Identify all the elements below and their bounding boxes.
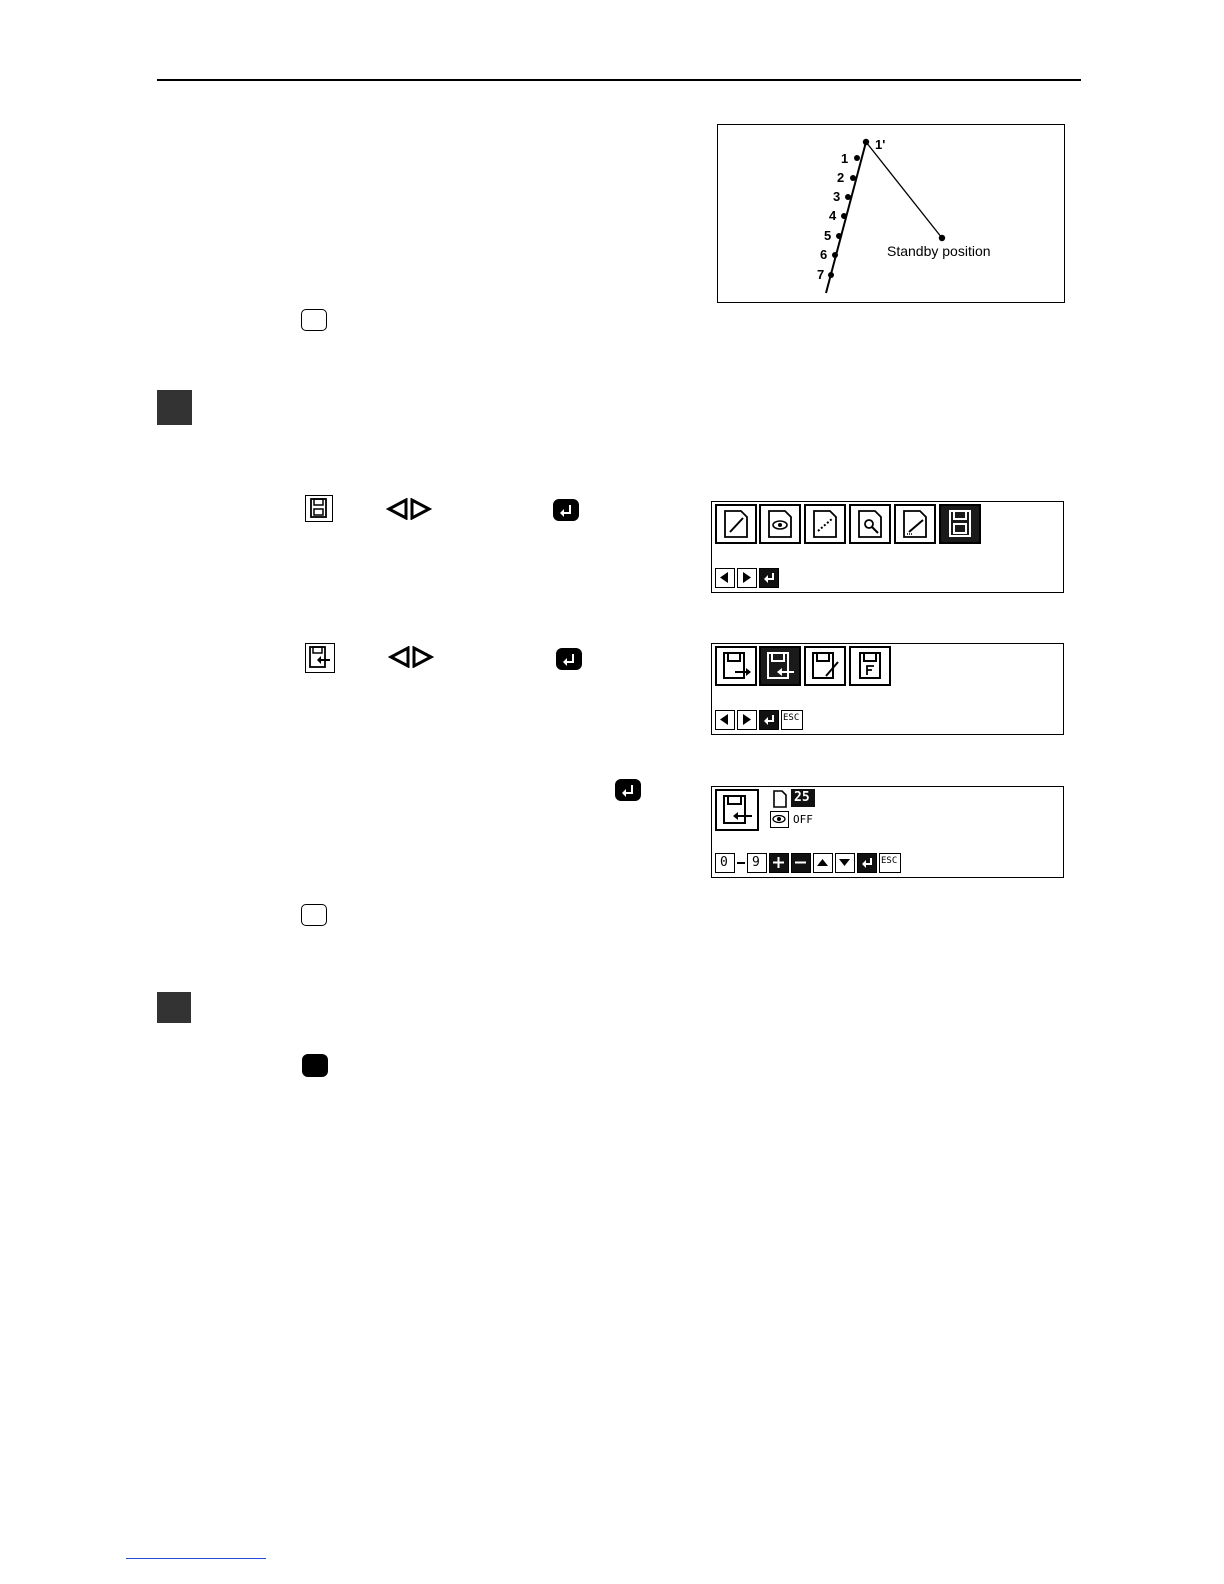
right-arrow-icon — [737, 710, 757, 730]
outline-key-icon — [301, 309, 327, 331]
up-arrow-icon — [813, 853, 833, 873]
footer-link-underline[interactable] — [126, 1558, 266, 1559]
lcd-floppy-menu-screen — [711, 643, 1064, 735]
pattern-number-value: 25 — [794, 790, 810, 805]
right-arrow-icon — [737, 568, 757, 588]
digit-9-key — [747, 853, 767, 873]
outline-key-icon — [301, 904, 327, 926]
point-label-3: 3 — [833, 189, 841, 204]
header-rule — [157, 79, 1081, 81]
left-right-arrows-icon — [388, 646, 434, 668]
section-marker — [157, 390, 192, 425]
esc-label: ESC — [881, 856, 898, 866]
point-label-1: 1 — [841, 151, 849, 166]
edit-icon — [715, 504, 757, 544]
point-label-2: 2 — [837, 170, 845, 185]
enter-key-icon — [556, 648, 582, 670]
enter-key-icon — [615, 779, 641, 801]
test-icon — [804, 504, 846, 544]
digit-0-key — [715, 853, 735, 873]
view-icon — [770, 811, 789, 828]
floppy-format-icon — [849, 646, 891, 686]
lcd-floppy-read-screen — [711, 786, 1064, 878]
floppy-erase-icon — [804, 646, 846, 686]
convert-icon — [894, 504, 936, 544]
floppy-read-icon — [715, 789, 759, 831]
esc-key — [879, 853, 901, 873]
floppy-read-icon — [305, 643, 335, 673]
floppy-write-icon — [715, 646, 757, 686]
pattern-number-field[interactable] — [791, 789, 815, 807]
floppy-read-icon — [759, 646, 801, 686]
filled-key-icon — [302, 1054, 328, 1077]
section-marker — [157, 992, 191, 1023]
lcd-menu-screen — [711, 501, 1064, 593]
range-dash — [737, 862, 745, 864]
point-label-4: 4 — [829, 208, 837, 223]
enter-key-icon — [759, 568, 779, 588]
page-icon — [771, 790, 789, 808]
point-label-top: 1' — [875, 137, 886, 152]
point-label-5: 5 — [824, 228, 832, 243]
esc-label: ESC — [783, 713, 800, 723]
range-from-label: 0 — [720, 855, 728, 870]
needle-position-diagram — [717, 124, 1065, 303]
range-to-label: 9 — [752, 855, 760, 870]
left-arrow-icon — [715, 568, 735, 588]
tool-icon — [849, 504, 891, 544]
floppy-disk-icon — [939, 504, 981, 544]
esc-key — [781, 710, 803, 730]
left-arrow-icon — [715, 710, 735, 730]
standby-position-label: Standby position — [887, 243, 991, 259]
floppy-disk-icon — [305, 495, 333, 522]
view-icon — [759, 504, 801, 544]
enter-key-icon — [553, 499, 579, 521]
plus-key-icon — [769, 853, 789, 873]
point-label-6: 6 — [820, 247, 828, 262]
point-label-7: 7 — [817, 267, 825, 282]
minus-key-icon — [791, 853, 811, 873]
down-arrow-icon — [835, 853, 855, 873]
enter-key-icon — [759, 710, 779, 730]
view-state-value: OFF — [793, 813, 813, 826]
enter-key-icon — [857, 853, 877, 873]
left-right-arrows-icon — [386, 498, 432, 520]
